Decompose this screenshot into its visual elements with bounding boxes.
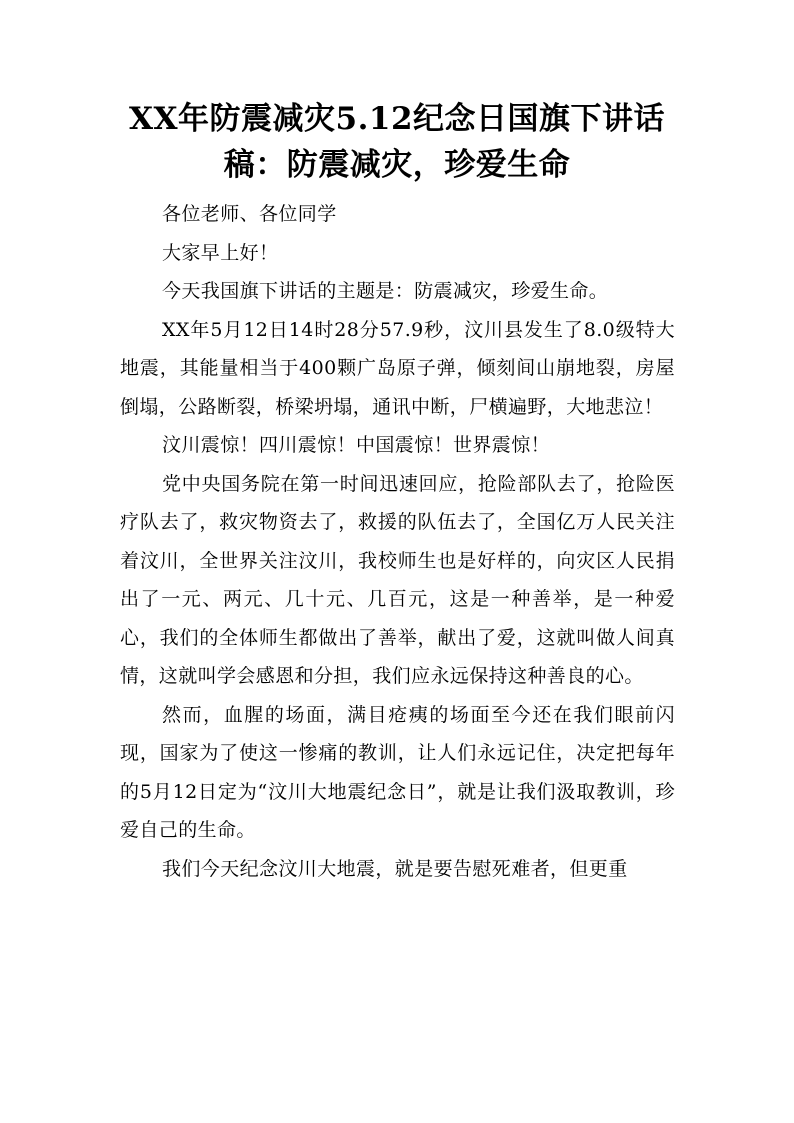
paragraph-response: 党中央国务院在第一时间迅速回应，抢险部队去了，抢险医疗队去了，救灾物资去了，救援的队伍去了，全国亿万人民关注着汶川，全世界关注汶川，我校师生也是好样的，向灾区人民捐出了一元、两元、几十元、几百元，这是一种善举，是一种爱心，我们的全体师生都做出了善举，献出了爱，这就叫做人间真情，这就叫学会感恩和分担，我们应永远保持这种善良的心。 xyxy=(120,472,675,687)
paragraph-topic: 今天我国旗下讲话的主题是：防震减灾，珍爱生命。 xyxy=(162,280,609,302)
paragraph-greeting: 各位老师、各位同学 xyxy=(162,203,337,225)
document-title xyxy=(100,96,694,188)
paragraph-earthquake: XX年5月12日14时28分57.9秒，汶川县发生了8.0级特大地震，其能量相当于400颗广岛原子弹，倾刻间山崩地裂，房屋倒塌，公路断裂，桥梁坍塌，通讯中断，尸横遍野，大地悲泣！ xyxy=(120,318,675,418)
paragraph-memorial: 然而，血腥的场面，满目疮痍的场面至今还在我们眼前闪现，国家为了使这一惨痛的教训，让人们永远记住，决定把每年的5月12日定为“汶川大地震纪念日”，就是让我们汲取教训，珍爱自己的生命。 xyxy=(120,703,675,841)
paragraph-shock: 汶川震惊！四川震惊！中国震惊！世界震惊！ xyxy=(162,434,551,456)
title-line-1: XX年防震减灾5.12纪念日国旗下讲话 xyxy=(128,101,666,137)
paragraph-commemorate: 我们今天纪念汶川大地震，就是要告慰死难者，但更重 xyxy=(162,857,628,880)
title-line-2: 稿：防震减灾，珍爱生命 xyxy=(223,147,571,183)
paragraph-morning: 大家早上好！ xyxy=(162,241,279,264)
document-body xyxy=(120,195,675,888)
